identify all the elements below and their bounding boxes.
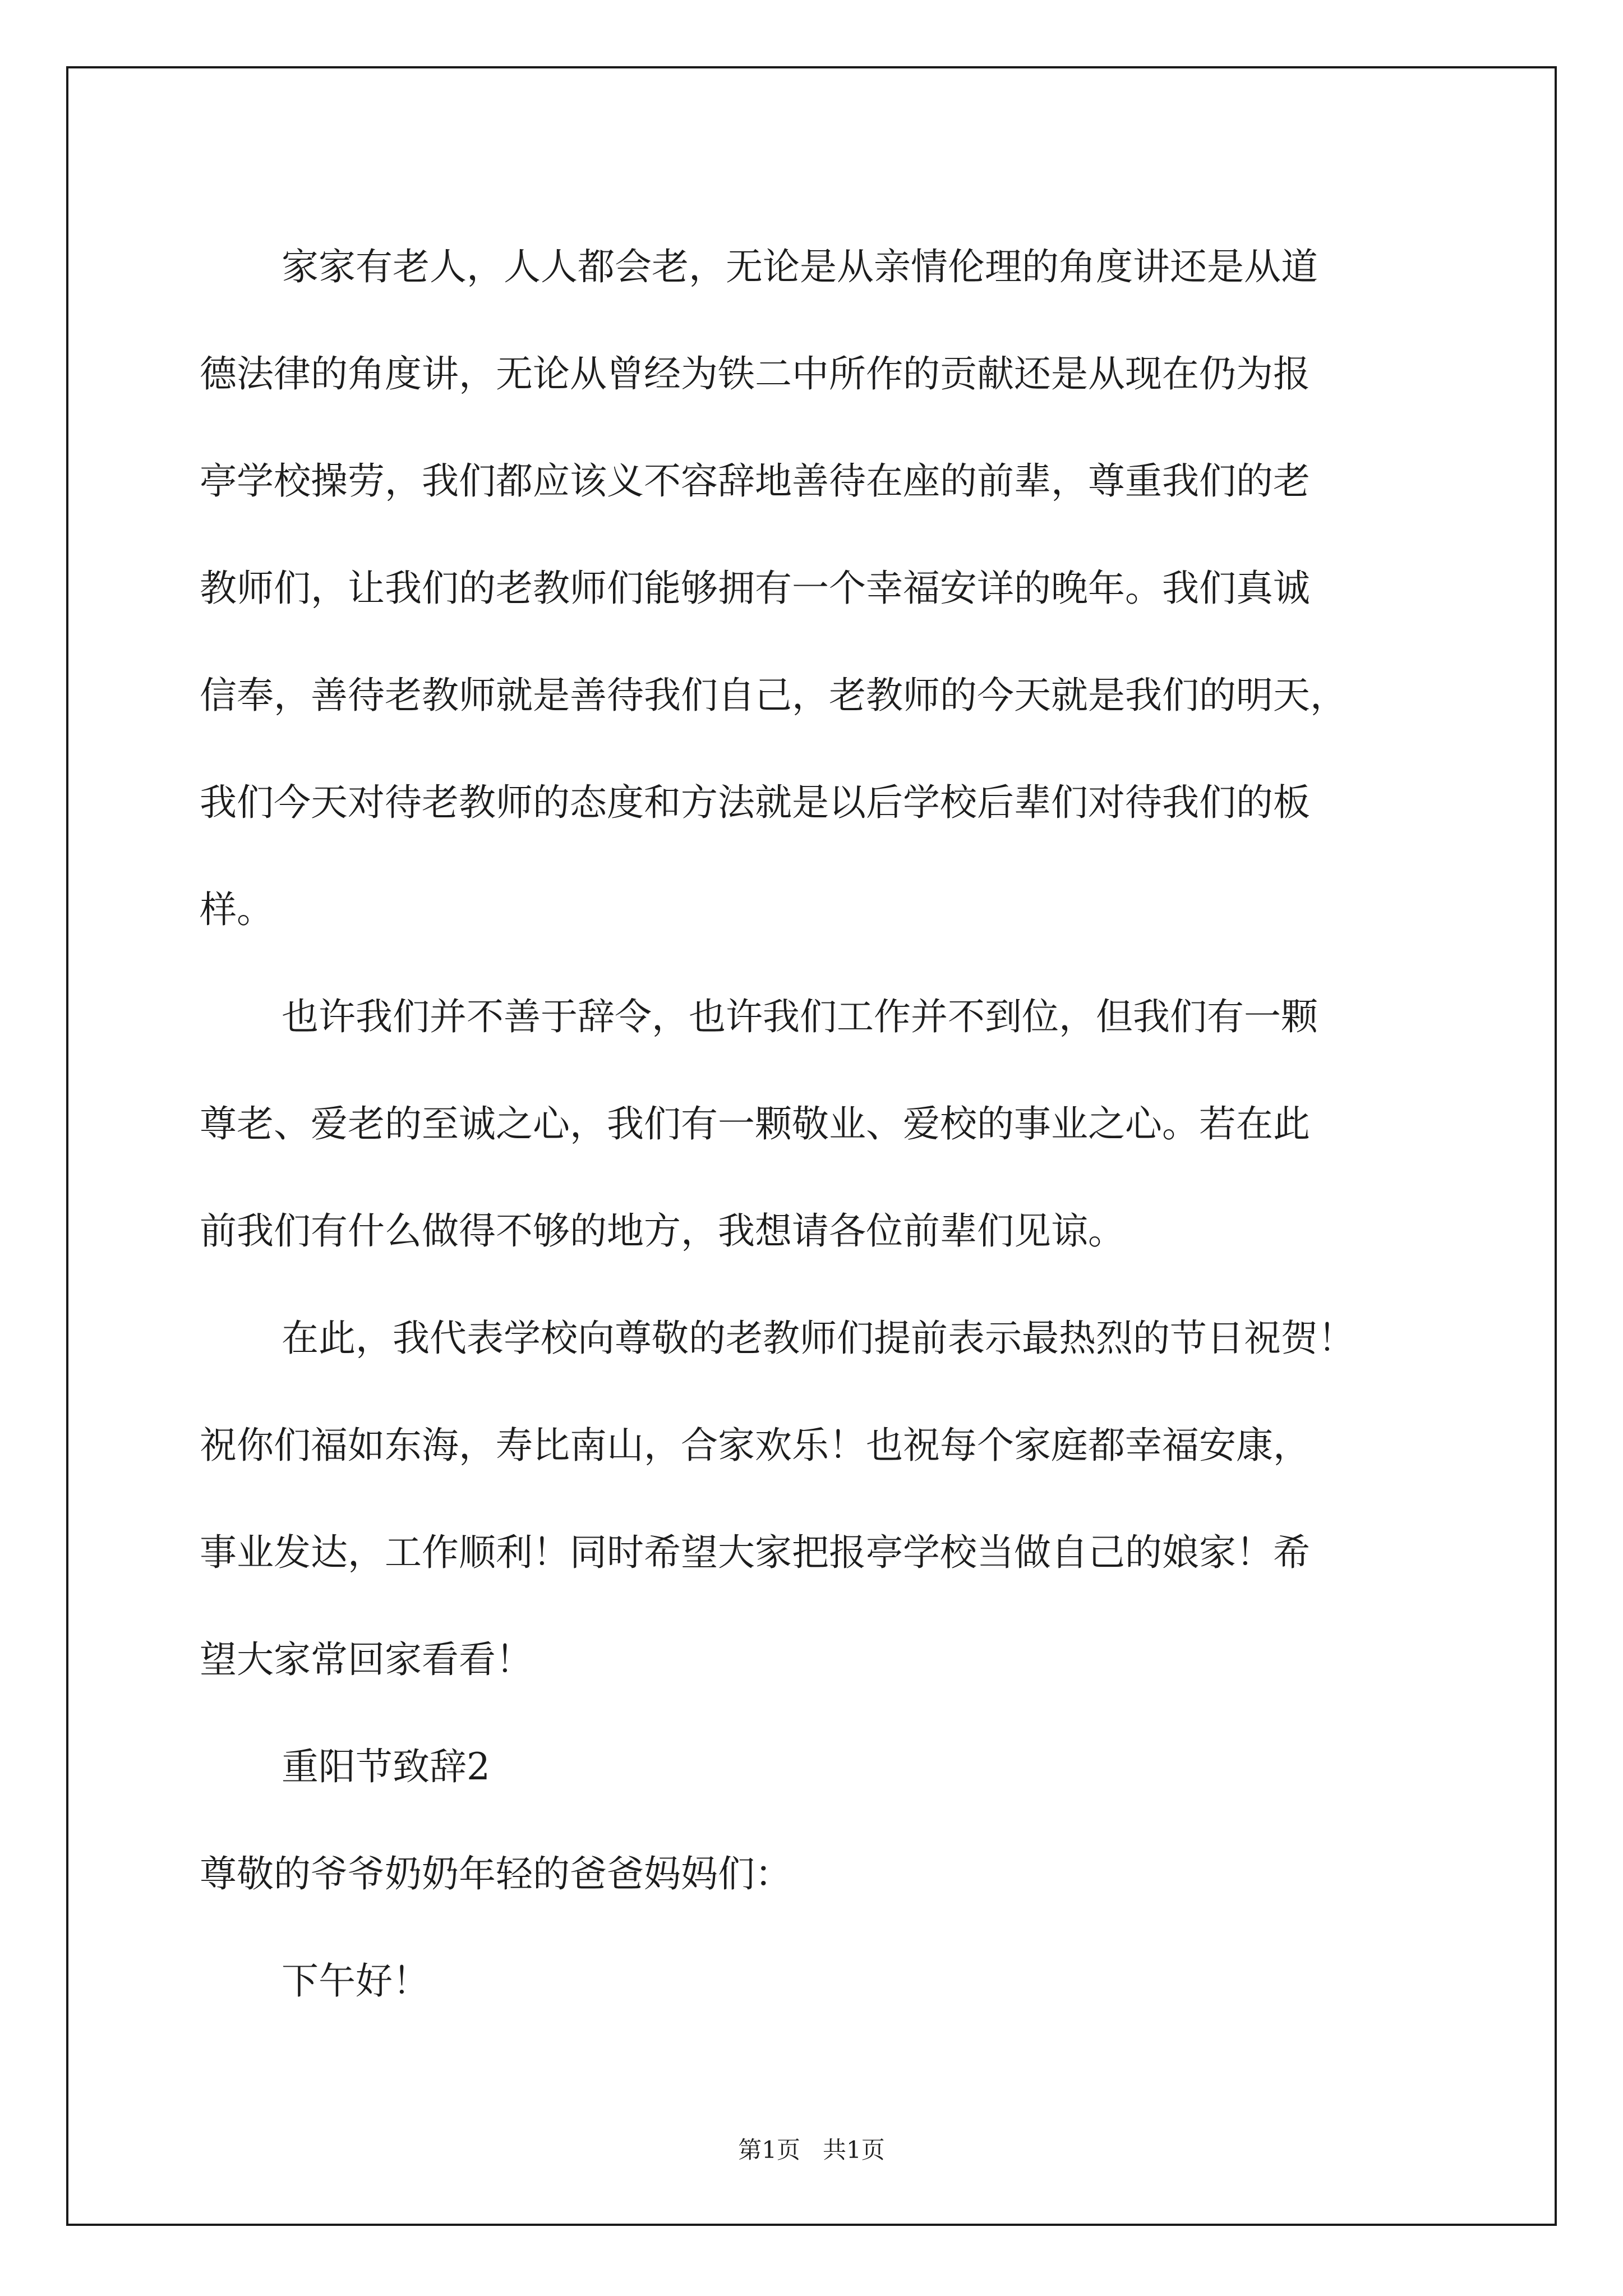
paragraph-line: 教师们，让我们的老教师们能够拥有一个幸福安详的晚年。我们真诚 bbox=[200, 567, 1310, 610]
paragraph-3 bbox=[200, 1285, 1433, 1713]
paragraph-line: 祝你们福如东海，寿比南山，合家欢乐！也祝每个家庭都幸福安康， bbox=[200, 1424, 1310, 1467]
paragraph-line: 信奉，善待老教师就是善待我们自己，老教师的今天就是我们的明天， bbox=[200, 674, 1347, 717]
paragraph-line: 家家有老人，人人都会老，无论是从亲情伦理的角度讲还是从道 bbox=[282, 245, 1318, 288]
paragraph-line: 我们今天对待老教师的态度和方法就是以后学校后辈们对待我们的板 bbox=[200, 781, 1310, 824]
paragraph-line: 亭学校操劳，我们都应该义不容辞地善待在座的前辈，尊重我们的老 bbox=[200, 459, 1310, 503]
page-total: 共1页 bbox=[823, 2136, 885, 2164]
paragraph-line: 前我们有什么做得不够的地方，我想请各位前辈们见谅。 bbox=[200, 1209, 1125, 1253]
paragraph-line: 事业发达，工作顺利！同时希望大家把报亭学校当做自己的娘家！希 bbox=[200, 1531, 1310, 1574]
paragraph-line: 尊老、爱老的至诚之心，我们有一颗敬业、爱校的事业之心。若在此 bbox=[200, 1102, 1310, 1145]
page-footer bbox=[0, 2132, 1623, 2165]
salutation: 尊敬的爷爷奶奶年轻的爸爸妈妈们： bbox=[200, 1852, 792, 1895]
page-number: 第1页 bbox=[738, 2136, 800, 2164]
section-heading: 重阳节致辞2 bbox=[282, 1745, 490, 1788]
paragraph-line: 在此，我代表学校向尊敬的老教师们提前表示最热烈的节日祝贺！ bbox=[282, 1317, 1355, 1360]
greeting: 下午好！ bbox=[282, 1959, 430, 2003]
document-body bbox=[200, 213, 1433, 2035]
paragraph-line: 也许我们并不善于辞令，也许我们工作并不到位，但我们有一颗 bbox=[282, 995, 1318, 1038]
paragraph-line: 德法律的角度讲，无论从曾经为铁二中所作的贡献还是从现在仍为报 bbox=[200, 352, 1310, 395]
paragraph-2 bbox=[200, 963, 1433, 1285]
paragraph-line: 样。 bbox=[200, 888, 274, 931]
paragraph-1 bbox=[200, 213, 1433, 963]
paragraph-line: 望大家常回家看看！ bbox=[200, 1638, 533, 1681]
